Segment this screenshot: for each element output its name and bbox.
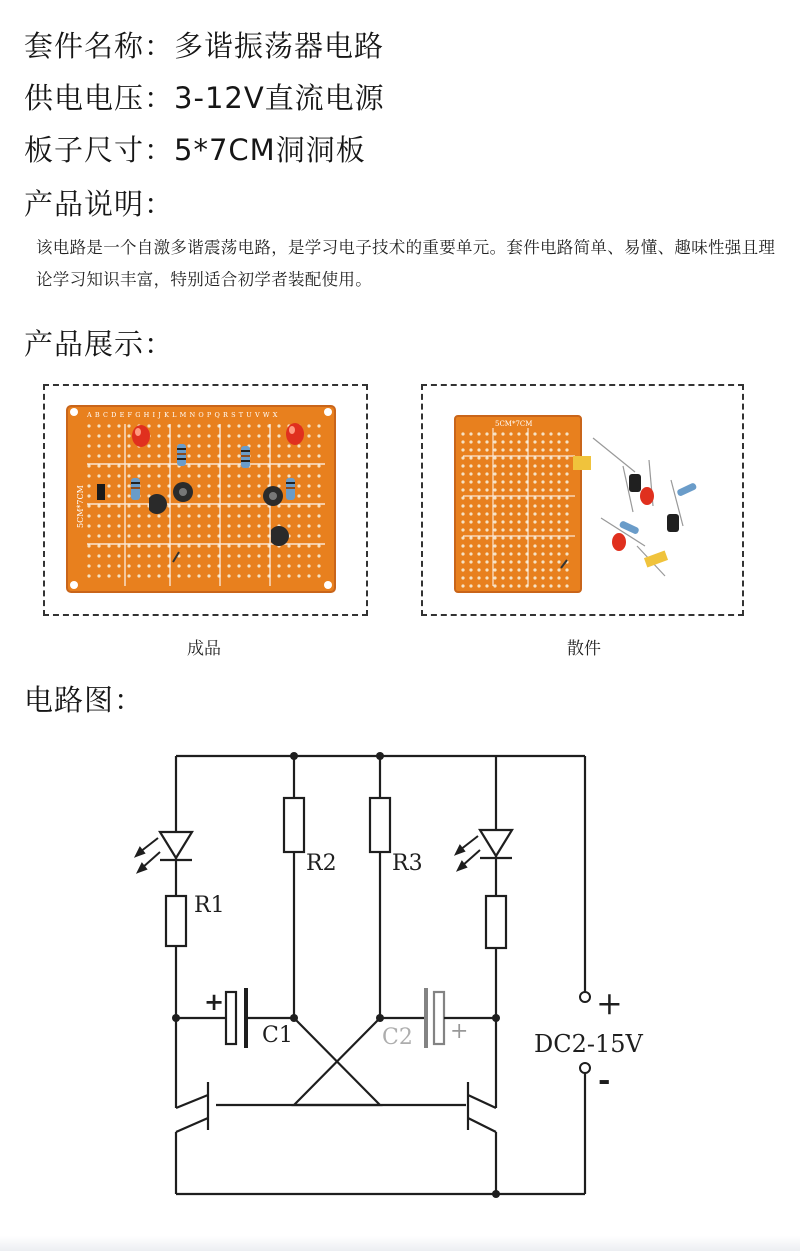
parts-caption: 散件 bbox=[567, 639, 601, 659]
led-d2-light-arrows bbox=[456, 836, 480, 870]
loose-capacitor-yellow bbox=[573, 456, 591, 470]
label-r3: R3 bbox=[392, 851, 423, 876]
spec-voltage bbox=[24, 80, 385, 116]
resistor-r3-symbol bbox=[370, 798, 390, 852]
schematic-heading: 电路图： bbox=[24, 683, 145, 717]
led-d2-symbol bbox=[480, 830, 512, 866]
resistor-r2-symbol bbox=[284, 798, 304, 852]
spec-board-size bbox=[24, 132, 366, 168]
spec-voltage-sep: ： bbox=[144, 81, 175, 115]
label-r1: R1 bbox=[194, 893, 225, 918]
led-d1-light-arrows bbox=[136, 838, 160, 872]
spec-voltage-value: 3-12V直流电源 bbox=[174, 81, 385, 115]
capacitor-c2-symbol bbox=[426, 988, 444, 1048]
resistor-r1 bbox=[131, 478, 140, 500]
spec-board-size-value: 5*7CM洞洞板 bbox=[174, 133, 366, 167]
spec-kit-name-sep: ： bbox=[144, 29, 175, 63]
resistor-r4-symbol bbox=[486, 896, 506, 948]
parts-board-label: 5CM*7CM bbox=[495, 420, 533, 428]
loose-resistor-1 bbox=[676, 482, 697, 497]
led-d1-symbol bbox=[160, 832, 192, 868]
junction-dots bbox=[172, 752, 500, 1198]
loose-header-yellow bbox=[644, 551, 668, 568]
supply-terminal-minus bbox=[580, 1063, 590, 1073]
led-right bbox=[286, 423, 304, 445]
description-text: 该电路是一个自激多谐震荡电路，是学习电子技术的重要单元。套件电路简单、易懂、趣味性强且理论学习知识丰富，特别适合初学者装配使用。 bbox=[36, 238, 776, 289]
description-heading: 产品说明： bbox=[24, 187, 175, 221]
label-c2: C2 bbox=[382, 1025, 413, 1050]
showcase-heading: 产品展示： bbox=[24, 327, 175, 361]
label-r2: R2 bbox=[306, 851, 337, 876]
spec-kit-name-label: 套件名称 bbox=[24, 29, 145, 63]
label-supply-plus: + bbox=[596, 984, 623, 1022]
label-c1: C1 bbox=[262, 1023, 293, 1048]
label-supply-minus: - bbox=[598, 1063, 611, 1098]
label-c1-plus: + bbox=[204, 987, 225, 1016]
loose-led-1 bbox=[640, 487, 654, 505]
board-column-letters: ABCDEFGHIJKLMNOPQRSTUVWX bbox=[87, 411, 281, 419]
spec-kit-name-value: 多谐振荡器电路 bbox=[174, 29, 385, 63]
supply-terminal-plus bbox=[580, 992, 590, 1002]
label-supply-voltage: DC2-15V bbox=[534, 1030, 643, 1058]
loose-capacitor-black-2 bbox=[667, 514, 679, 532]
spec-voltage-label: 供电电压 bbox=[24, 81, 145, 115]
loose-capacitor-black-1 bbox=[629, 474, 641, 492]
circuit-diagram bbox=[0, 720, 800, 1240]
parts-image bbox=[423, 386, 742, 614]
power-header bbox=[97, 484, 105, 500]
parts-photo-frame bbox=[421, 384, 744, 616]
assembled-caption: 成品 bbox=[187, 639, 221, 659]
board-size-label: 5CM*7CM bbox=[76, 485, 85, 528]
spec-kit-name bbox=[24, 28, 384, 64]
led-left bbox=[132, 425, 150, 447]
loose-resistor-2 bbox=[619, 520, 640, 535]
resistor-r3 bbox=[241, 446, 250, 468]
spec-board-size-label: 板子尺寸 bbox=[24, 133, 145, 167]
bottom-shadow-strip bbox=[0, 1236, 800, 1251]
assembled-board-image bbox=[45, 386, 366, 614]
resistor-r1-symbol bbox=[166, 896, 186, 946]
resistor-r4 bbox=[286, 478, 295, 500]
spec-board-size-sep: ： bbox=[144, 133, 175, 167]
label-c2-plus: + bbox=[450, 1019, 469, 1044]
capacitor-c1-symbol bbox=[226, 988, 246, 1048]
assembled-photo-frame bbox=[43, 384, 368, 616]
loose-led-2 bbox=[612, 533, 626, 551]
resistor-r2 bbox=[177, 444, 186, 466]
